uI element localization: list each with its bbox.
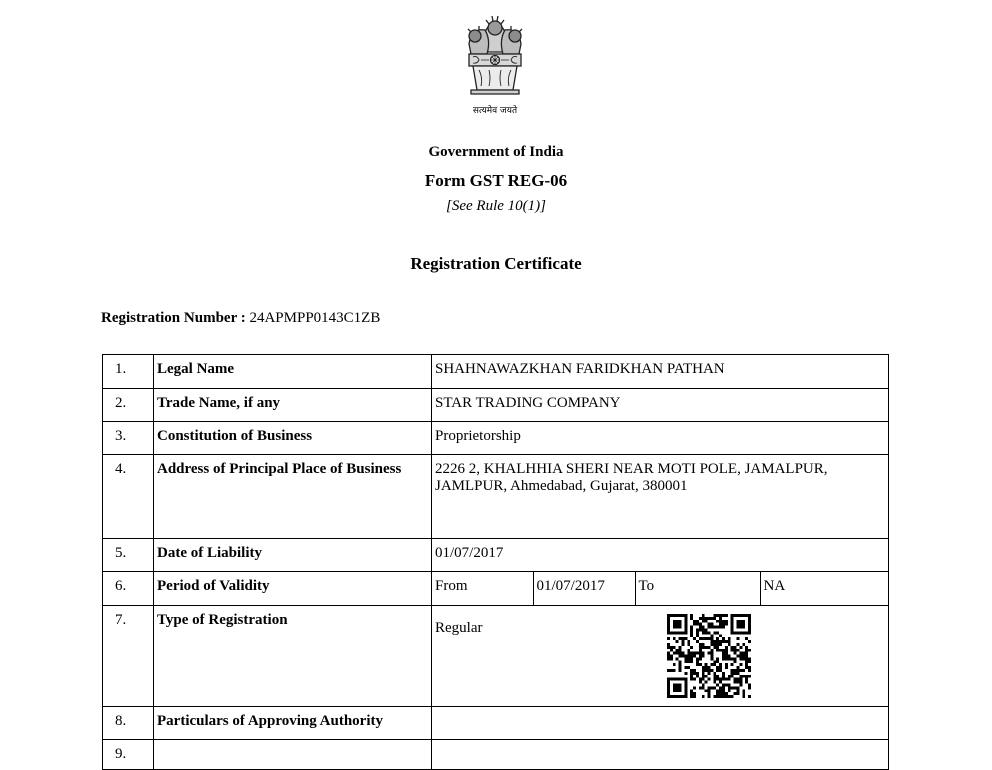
approving-authority-value (432, 707, 889, 740)
row-number: 4. (103, 455, 154, 539)
table-row (103, 455, 889, 539)
date-of-liability-value: 01/07/2017 (432, 539, 889, 572)
row-label: Type of Registration (154, 606, 432, 707)
ashoka-emblem-icon (459, 10, 531, 106)
registration-number-line (101, 310, 380, 327)
registration-number-label: Registration Number : (101, 310, 246, 326)
table-row (103, 707, 889, 740)
table-row (103, 740, 889, 770)
row-number: 7. (103, 606, 154, 707)
table-row (103, 572, 889, 606)
row-value (432, 740, 889, 770)
validity-from-value: 01/07/2017 (533, 572, 635, 605)
registration-number-value: 24APMPP0143C1ZB (249, 310, 381, 326)
table-row (103, 389, 889, 422)
validity-subtable (432, 572, 889, 605)
address-value: 2226 2, KHALHHIA SHERI NEAR MOTI POLE, JAMALPUR, JAMLPUR, Ahmedabad, Gujarat, 380001 (432, 455, 889, 539)
row-number: 8. (103, 707, 154, 740)
table-row (103, 422, 889, 455)
row-label (154, 740, 432, 770)
row-label: Constitution of Business (154, 422, 432, 455)
emblem-motto: सत्यमेव जयते (472, 106, 518, 116)
certificate-title: Registration Certificate (410, 254, 582, 273)
form-title: Form GST REG-06 (424, 171, 568, 190)
validity-period-cell (432, 572, 889, 606)
row-number: 2. (103, 389, 154, 422)
row-number: 9. (103, 740, 154, 770)
row-label: Period of Validity (154, 572, 432, 606)
row-label: Address of Principal Place of Business (154, 455, 432, 539)
legal-name-value: SHAHNAWAZKHAN FARIDKHAN PATHAN (432, 355, 889, 389)
validity-from-label: From (435, 578, 468, 594)
details-table (102, 354, 889, 770)
validity-to-label: To (635, 572, 760, 605)
rule-reference: [See Rule 10(1)] (446, 198, 546, 214)
table-row (103, 606, 889, 707)
table-row (103, 355, 889, 389)
row-number: 5. (103, 539, 154, 572)
row-number: 6. (103, 572, 154, 606)
row-label: Particulars of Approving Authority (154, 707, 432, 740)
validity-to-value: NA (760, 572, 889, 605)
row-label: Legal Name (154, 355, 432, 389)
row-number: 1. (103, 355, 154, 389)
government-heading: Government of India (428, 144, 564, 160)
trade-name-value: STAR TRADING COMPANY (432, 389, 889, 422)
table-row (103, 539, 889, 572)
row-label: Trade Name, if any (154, 389, 432, 422)
registration-type-cell (432, 606, 889, 707)
row-label: Date of Liability (154, 539, 432, 572)
qr-code-icon (667, 614, 751, 698)
registration-type-value: Regular (435, 620, 483, 636)
row-number: 3. (103, 422, 154, 455)
constitution-value: Proprietorship (432, 422, 889, 455)
